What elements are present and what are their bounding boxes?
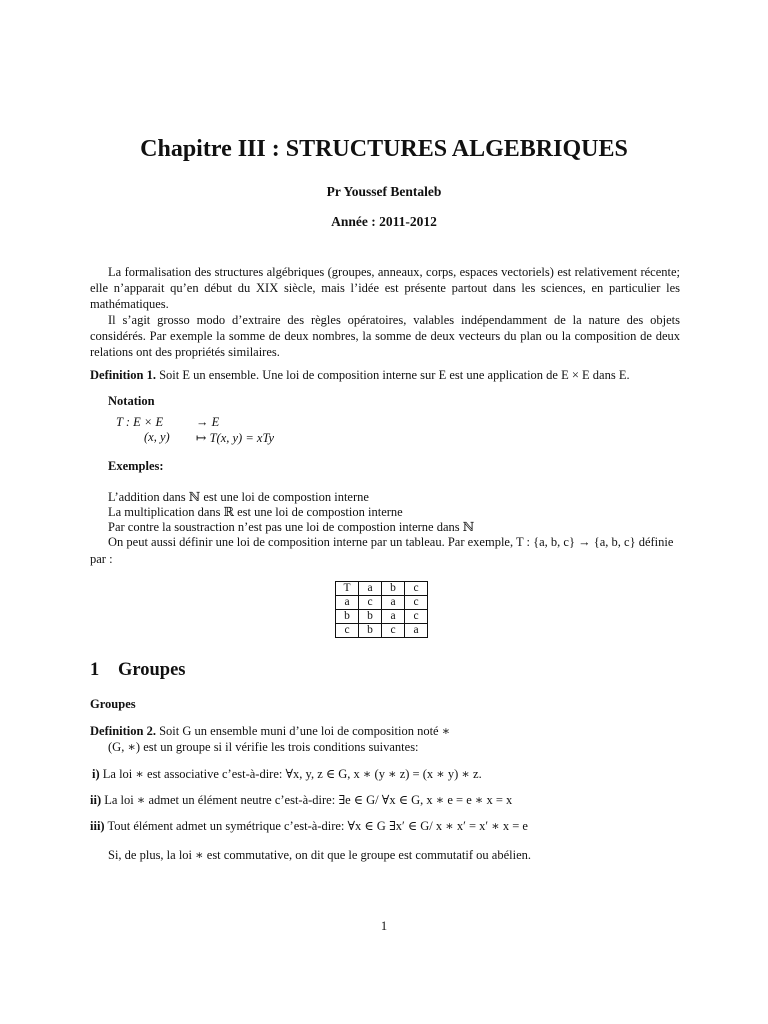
commutative-remark: Si, de plus, la loi ∗ est commutative, on dit que le groupe est commutatif ou abélien.	[108, 848, 531, 862]
notation-heading: Notation	[108, 394, 155, 408]
table-cell: c	[405, 610, 428, 624]
condition-label: i)	[92, 767, 100, 781]
table-cell: c	[405, 582, 428, 596]
condition-text: Tout élément admet un symétrique c’est-à-dire: ∀x ∈ G ∃x′ ∈ G/ x ∗ x′ = x′ ∗ x = e	[107, 819, 528, 833]
section-heading	[90, 660, 186, 681]
condition-symmetric-element	[90, 818, 528, 834]
composition-table-grid	[335, 581, 428, 638]
table-cell: b	[336, 610, 359, 624]
condition-label: ii)	[90, 793, 102, 807]
definition-1-label: Definition 1.	[90, 368, 156, 382]
notation-map-domain: T : E × E	[116, 415, 164, 429]
example-item: Par contre la soustraction n’est pas une loi de compostion interne dans ℕ	[108, 520, 475, 534]
intro-paragraph-2: Il s’agit grosso modo d’extraire des règles opératoires, valables indépendamment de la nature des objets considérés. Par exemple la somme de deux nombres, la somme de deux vecteurs du plan ou la composition de deux relations ont des propriétés similaires.	[90, 313, 680, 359]
table-row	[336, 624, 428, 638]
table-cell: b	[382, 582, 405, 596]
table-cell: b	[359, 624, 382, 638]
condition-label: iii)	[90, 819, 105, 833]
example-item: La multiplication dans ℝ est une loi de compostion interne	[108, 505, 403, 519]
condition-text: La loi ∗ admet un élément neutre c’est-à-dire: ∃e ∈ G/ ∀x ∈ G, x ∗ e = e ∗ x = x	[104, 793, 513, 807]
notation-map-image: ↦ T(x, y) = xTy	[196, 431, 275, 445]
definition-2-line-1: Soit G un ensemble muni d’une loi de composition noté ∗	[159, 724, 451, 738]
example-continuation: par :	[90, 552, 113, 566]
notation-map-argument: (x, y)	[144, 430, 170, 444]
condition-text: La loi ∗ est associative c’est-à-dire: ∀x, y, z ∈ G, x ∗ (y ∗ z) = (x ∗ y) ∗ z.	[102, 767, 482, 781]
subsection-heading: Groupes	[90, 697, 136, 711]
table-cell: a	[405, 624, 428, 638]
intro-paragraph-1: La formalisation des structures algébriques (groupes, anneaux, corps, espaces vectoriels) est relativement récente; elle n’apparait qu’en début du XIX siècle, mais l’idée est présente partout dans les sciences, en particulier les mathématiques.	[90, 265, 680, 311]
table-cell: c	[336, 624, 359, 638]
composition-table	[335, 581, 428, 638]
table-cell: T	[336, 582, 359, 596]
table-cell: a	[359, 582, 382, 596]
table-cell: c	[359, 596, 382, 610]
table-cell: c	[405, 596, 428, 610]
table-row	[336, 596, 428, 610]
definition-2-line-2: (G, ∗) est un groupe si il vérifie les trois conditions suivantes:	[108, 740, 419, 754]
example-item: On peut aussi définir une loi de composition interne par un tableau. Par exemple, T : {a, b, c} → {a, b, c} définie	[108, 535, 674, 549]
academic-year: Année : 2011-2012	[331, 214, 437, 229]
table-row	[336, 582, 428, 596]
definition-2-label: Definition 2.	[90, 724, 156, 738]
table-cell: b	[359, 610, 382, 624]
section-title: Groupes	[118, 660, 186, 680]
examples-heading: Exemples:	[108, 459, 164, 473]
table-cell: c	[382, 624, 405, 638]
example-item: L’addition dans ℕ est une loi de compostion interne	[108, 490, 369, 504]
table-cell: a	[382, 610, 405, 624]
page-title: Chapitre III : STRUCTURES ALGEBRIQUES	[140, 136, 628, 162]
table-row	[336, 610, 428, 624]
definition-1-text: Soit E un ensemble. Une loi de composition interne sur E est une application de E × E dans E.	[159, 368, 630, 382]
definition-2	[90, 723, 450, 739]
section-number: 1	[90, 660, 100, 680]
page-number: 1	[380, 919, 388, 933]
notation-map-codomain: → E	[196, 415, 220, 429]
author: Pr Youssef Bentaleb	[326, 184, 442, 199]
table-cell: a	[382, 596, 405, 610]
definition-1	[90, 367, 630, 383]
table-cell: a	[336, 596, 359, 610]
condition-associativity	[92, 766, 482, 782]
condition-neutral-element	[90, 792, 512, 808]
